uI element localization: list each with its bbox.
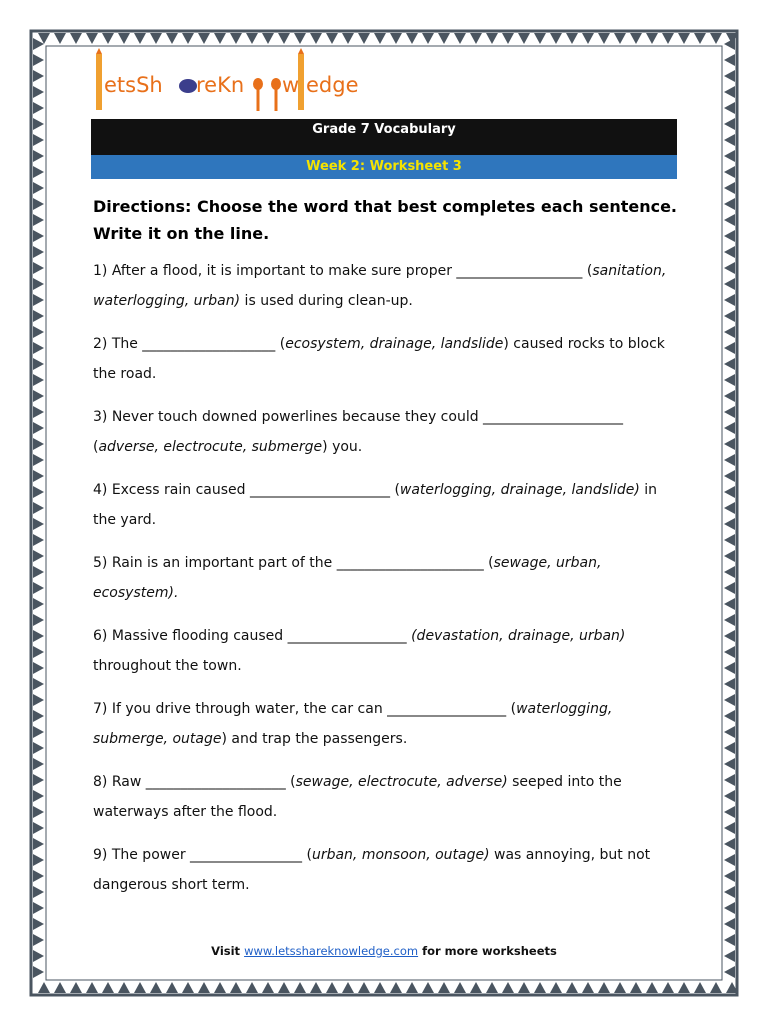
border-triangle [342,33,354,44]
border-triangle [33,774,44,786]
logo-graphic [92,46,359,116]
border-triangle [566,33,578,44]
border-triangle [230,33,242,44]
website-link[interactable]: www.letsshareknowledge.com [244,944,419,958]
border-triangle [33,870,44,882]
border-triangle [724,198,735,210]
border-triangle [374,33,386,44]
border-triangle [724,902,735,914]
border-triangle [724,262,735,274]
border-triangle [724,870,735,882]
question-3: 3) Never touch downed powerlines because they could ____________________ (adverse, electrocute, submerge) you. [93,409,624,455]
border-triangle [406,982,418,993]
border-triangle [70,33,82,44]
border-triangle [724,806,735,818]
border-triangle [724,310,735,322]
directions: Directions: Choose the word that best completes each sentence. Write it on the line. [93,197,678,243]
border-triangle [278,982,290,993]
border-triangle [534,982,546,993]
border-triangle [33,646,44,658]
border-triangle [724,374,735,386]
border-triangle [724,790,735,802]
border-triangle [33,70,44,82]
border-triangle [246,982,258,993]
border-triangle [724,598,735,610]
border-triangle [550,33,562,44]
border-triangle [630,982,642,993]
border-triangle [262,33,274,44]
border-triangle [678,33,690,44]
border-triangle [646,33,658,44]
border-triangle [724,966,735,978]
border-triangle [294,982,306,993]
border-triangle [374,982,386,993]
border-triangle [262,982,274,993]
border-triangle [150,33,162,44]
border-triangle [33,150,44,162]
border-triangle [724,166,735,178]
word-options: ecosystem, drainage, landslide [285,336,504,352]
border-triangle [470,982,482,993]
border-triangle [102,982,114,993]
footer [0,944,768,958]
border-triangle [724,918,735,930]
border-triangle [294,33,306,44]
question-9: 9) The power ________________ (urban, monsoon, outage) was annoying, but not dangerous short term. [93,847,651,893]
word-options: (devastation, drainage, urban) [411,628,626,644]
border-triangle [724,838,735,850]
border-triangle [214,982,226,993]
border-triangle [33,198,44,210]
border-triangle [724,454,735,466]
border-triangle [724,390,735,402]
border-triangle [724,422,735,434]
border-triangle [724,214,735,226]
border-triangle [518,982,530,993]
border-triangle [230,982,242,993]
border-triangle [54,982,66,993]
border-triangle [470,33,482,44]
border-triangle [33,214,44,226]
border-triangle [118,33,130,44]
border-triangle [102,33,114,44]
border-triangle [438,982,450,993]
border-triangle [724,118,735,130]
border-triangle [33,726,44,738]
border-triangle [33,838,44,850]
border-triangle [724,230,735,242]
border-triangle [724,438,735,450]
svg-text:w: w [282,73,300,97]
border-triangle [33,438,44,450]
border-triangle [598,33,610,44]
border-triangle [724,630,735,642]
border-triangle [70,982,82,993]
question-5: 5) Rain is an important part of the _____________________ (sewage, urban, ecosystem). [93,555,602,601]
border-triangle [33,310,44,322]
border-triangle [582,33,594,44]
border-triangle [724,646,735,658]
border-triangle [134,33,146,44]
border-triangle [278,33,290,44]
border-triangle [646,982,658,993]
question-7: 7) If you drive through water, the car can _________________ (waterlogging, submerge, outage) and trap the passengers. [93,701,613,747]
border-triangle [724,502,735,514]
worksheet-title: Grade 7 Vocabulary [312,122,456,137]
border-triangle [724,70,735,82]
border-triangle [724,726,735,738]
border-triangle [33,342,44,354]
border-triangle [724,294,735,306]
border-triangle [724,550,735,562]
border-triangle [662,982,674,993]
border-triangle [724,358,735,370]
word-options: urban, monsoon, outage) [311,847,490,863]
border-triangle [724,614,735,626]
border-triangle [694,982,706,993]
word-options: adverse, electrocute, submerge [98,439,323,455]
border-triangle [33,662,44,674]
border-triangle [33,294,44,306]
footer-suffix: for more worksheets [418,944,557,958]
border-triangle [724,134,735,146]
border-triangle [724,534,735,546]
border-triangle [390,33,402,44]
border-triangle [134,982,146,993]
border-triangle [33,550,44,562]
border-triangle [724,662,735,674]
border-triangle [33,134,44,146]
border-triangle [182,33,194,44]
border-triangle [724,486,735,498]
border-triangle [502,33,514,44]
border-triangle [710,982,722,993]
border-triangle [33,182,44,194]
border-triangle [724,566,735,578]
border-triangle [390,982,402,993]
border-triangle [118,982,130,993]
border-triangle [33,598,44,610]
border-triangle [33,358,44,370]
border-triangle [614,33,626,44]
border-triangle [724,822,735,834]
border-triangle [724,150,735,162]
border-triangle [406,33,418,44]
border-triangle [33,406,44,418]
border-triangle [486,33,498,44]
footer-visit: Visit [211,944,245,958]
site-logo [92,46,359,116]
border-triangle [33,166,44,178]
border-triangle [33,390,44,402]
border-triangle [86,33,98,44]
border-triangle [358,33,370,44]
border-triangle [33,374,44,386]
border-triangle [662,33,674,44]
border-triangle [33,806,44,818]
border-triangle [150,982,162,993]
border-triangle [33,742,44,754]
border-triangle [33,102,44,114]
border-triangle [166,982,178,993]
border-triangle [33,822,44,834]
border-triangle [724,774,735,786]
border-triangle [182,982,194,993]
border-triangle [33,230,44,242]
border-triangle [582,982,594,993]
border-triangle [33,486,44,498]
question-1: 1) After a flood, it is important to make sure proper __________________ (sanitation, waterlogging, urban) is used during clean-up. [93,263,667,309]
border-triangle [694,33,706,44]
border-triangle [54,33,66,44]
word-options: sewage, urban, ecosystem). [93,555,602,601]
border-triangle [33,790,44,802]
question-6: 6) Massive flooding caused _________________ (devastation, drainage, urban) throughout the town. [93,628,626,674]
border-triangle [724,678,735,690]
border-triangle [502,982,514,993]
word-options: sewage, electrocute, adverse) [295,774,508,790]
border-triangle [724,38,735,50]
border-triangle [33,918,44,930]
border-triangle [86,982,98,993]
border-triangle [33,582,44,594]
border-triangle [724,182,735,194]
svg-text:reKn: reKn [196,73,245,97]
question-4: 4) Excess rain caused ____________________ (waterlogging, drainage, landslide) in the yard. [93,482,658,528]
border-triangle [724,406,735,418]
border-triangle [724,342,735,354]
border-triangle [710,33,722,44]
border-triangle [358,982,370,993]
border-triangle [678,982,690,993]
border-triangle [724,758,735,770]
worksheet-subtitle: Week 2: Worksheet 3 [306,159,462,174]
svg-text:etsSh: etsSh [104,73,163,97]
border-triangle [33,422,44,434]
border-triangle [33,518,44,530]
border-triangle [310,33,322,44]
border-triangle [486,982,498,993]
border-triangle [33,710,44,722]
question-list [93,256,683,913]
border-triangle [724,470,735,482]
border-triangle [724,102,735,114]
border-triangle [33,614,44,626]
border-triangle [422,33,434,44]
border-triangle [724,86,735,98]
border-triangle [724,582,735,594]
border-triangle [198,33,210,44]
border-triangle [33,854,44,866]
border-triangle [33,54,44,66]
border-triangle [33,502,44,514]
title-bar [91,119,677,155]
word-options: sanitation, waterlogging, urban) [93,263,667,309]
border-triangle [724,278,735,290]
border-triangle [33,246,44,258]
border-triangle [214,33,226,44]
border-triangle [724,54,735,66]
question-8: 8) Raw ____________________ (sewage, electrocute, adverse) seeped into the waterways after the flood. [93,774,622,820]
border-triangle [550,982,562,993]
question-2: 2) The ___________________ (ecosystem, drainage, landslide) caused rocks to block the road. [93,336,665,382]
border-triangle [38,982,50,993]
border-triangle [630,33,642,44]
border-triangle [724,886,735,898]
border-triangle [518,33,530,44]
border-triangle [33,86,44,98]
border-triangle [724,710,735,722]
border-triangle [246,33,258,44]
word-options: waterlogging, submerge, outage [93,701,613,747]
border-triangle [33,694,44,706]
border-triangle [33,566,44,578]
border-triangle [724,326,735,338]
border-triangle [724,694,735,706]
border-triangle [33,630,44,642]
border-triangle [724,854,735,866]
border-triangle [166,33,178,44]
word-options: waterlogging, drainage, landslide) [399,482,640,498]
border-triangle [326,33,338,44]
border-triangle [33,758,44,770]
border-triangle [534,33,546,44]
border-triangle [33,886,44,898]
border-triangle [724,246,735,258]
border-triangle [33,262,44,274]
border-triangle [33,966,44,978]
border-triangle [566,982,578,993]
border-triangle [422,982,434,993]
border-triangle [438,33,450,44]
border-triangle [724,742,735,754]
border-triangle [33,278,44,290]
border-triangle [33,326,44,338]
border-triangle [614,982,626,993]
border-triangle [33,534,44,546]
border-triangle [326,982,338,993]
border-triangle [198,982,210,993]
border-triangle [342,982,354,993]
border-triangle [33,118,44,130]
border-triangle [33,902,44,914]
border-triangle [454,982,466,993]
border-triangle [33,470,44,482]
border-triangle [310,982,322,993]
border-triangle [454,33,466,44]
border-triangle [598,982,610,993]
subtitle-bar [91,155,677,179]
border-triangle [724,518,735,530]
border-triangle [33,454,44,466]
border-triangle [33,678,44,690]
svg-text:edge: edge [306,73,359,97]
